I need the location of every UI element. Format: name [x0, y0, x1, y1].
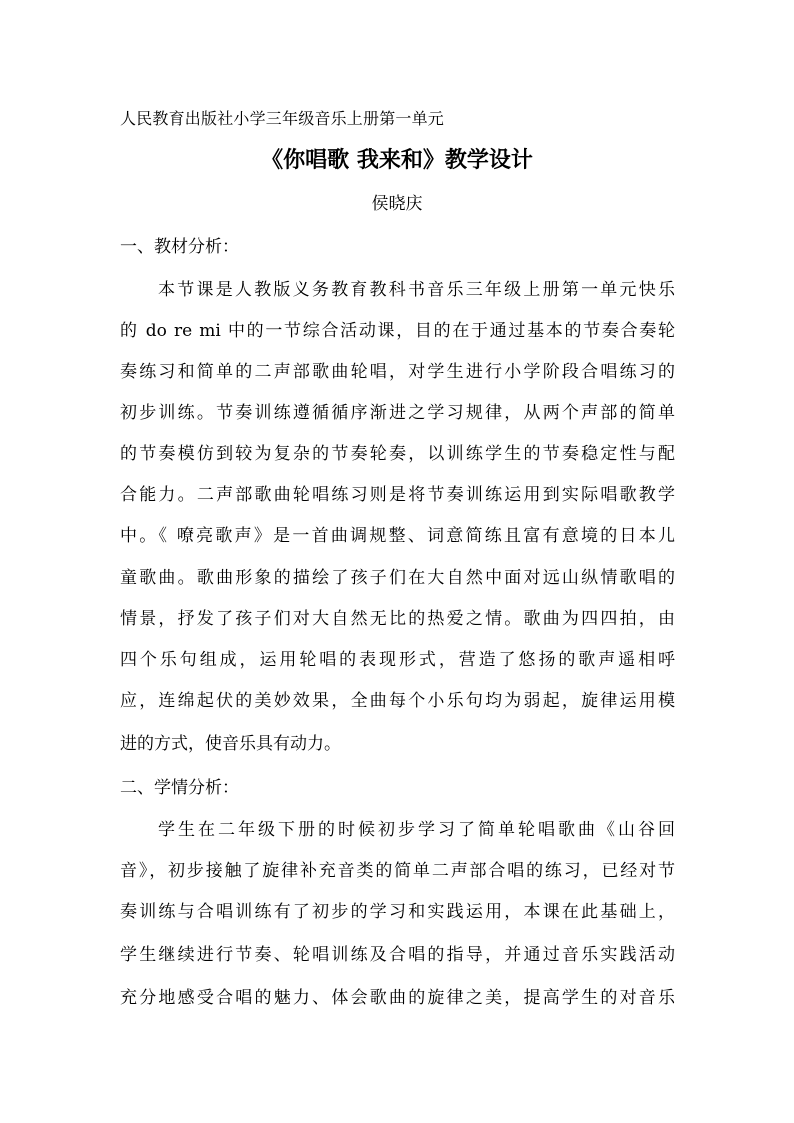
textbook-series-line: 人民教育出版社小学三年级音乐上册第一单元	[120, 109, 445, 128]
paragraph-line: 奏训练与合唱训练有了初步的学习和实践运用，本课在此基础上，	[120, 902, 675, 922]
paragraph-line: 音》，初步接触了旋律补充音类的简单二声部合唱的练习，已经对节	[120, 861, 675, 881]
paragraph-line: 合能力。二声部歌曲轮唱练习则是将节奏训练运用到实际唱歌教学	[120, 485, 675, 505]
paragraph-line: 中。《 嘹亮歌声》是一首曲调规整、词意简练且富有意境的日本儿	[120, 526, 675, 546]
paragraph-line: 四个乐句组成，运用轮唱的表现形式，营造了悠扬的歌声遥相呼	[120, 650, 675, 670]
paragraph-line: 的节奏模仿到较为复杂的节奏轮奏，以训练学生的节奏稳定性与配	[120, 444, 675, 464]
paragraph-line: 童歌曲。歌曲形象的描绘了孩子们在大自然中面对远山纵情歌唱的	[120, 568, 675, 588]
paragraph-line: 学生在二年级下册的时候初步学习了简单轮唱歌曲《山谷回	[158, 820, 675, 840]
document-title: 《你唱歌 我来和》教学设计	[261, 147, 533, 173]
paragraph-line: 充分地感受合唱的魅力、体会歌曲的旋律之美，提高学生的对音乐	[120, 988, 675, 1008]
paragraph-line: 进的方式，使音乐具有动力。	[120, 734, 341, 754]
paragraph-line: 学生继续进行节奏、轮唱训练及合唱的指导，并通过音乐实践活动	[120, 945, 675, 965]
paragraph-line: 情景，抒发了孩子们对大自然无比的热爱之情。歌曲为四四拍，由	[120, 609, 675, 629]
paragraph-line: 本节课是人教版义务教育教科书音乐三年级上册第一单元快乐	[158, 280, 675, 300]
paragraph-line: 奏练习和简单的二声部歌曲轮唱，对学生进行小学阶段合唱练习的	[120, 362, 675, 382]
paragraph-line: 初步训练。节奏训练遵循循序渐进之学习规律，从两个声部的简单	[120, 403, 675, 423]
section-heading-textbook-analysis: 一、教材分析：	[120, 237, 239, 257]
paragraph-line: 的 do re mi 中的一节综合活动课，目的在于通过基本的节奏合奏轮	[120, 321, 675, 341]
section-heading-learner-analysis: 二、学情分析：	[120, 778, 239, 798]
author-name: 侯晓庆	[371, 194, 423, 214]
paragraph-line: 应，连绵起伏的美妙效果，全曲每个小乐句均为弱起，旋律运用模	[120, 691, 675, 711]
